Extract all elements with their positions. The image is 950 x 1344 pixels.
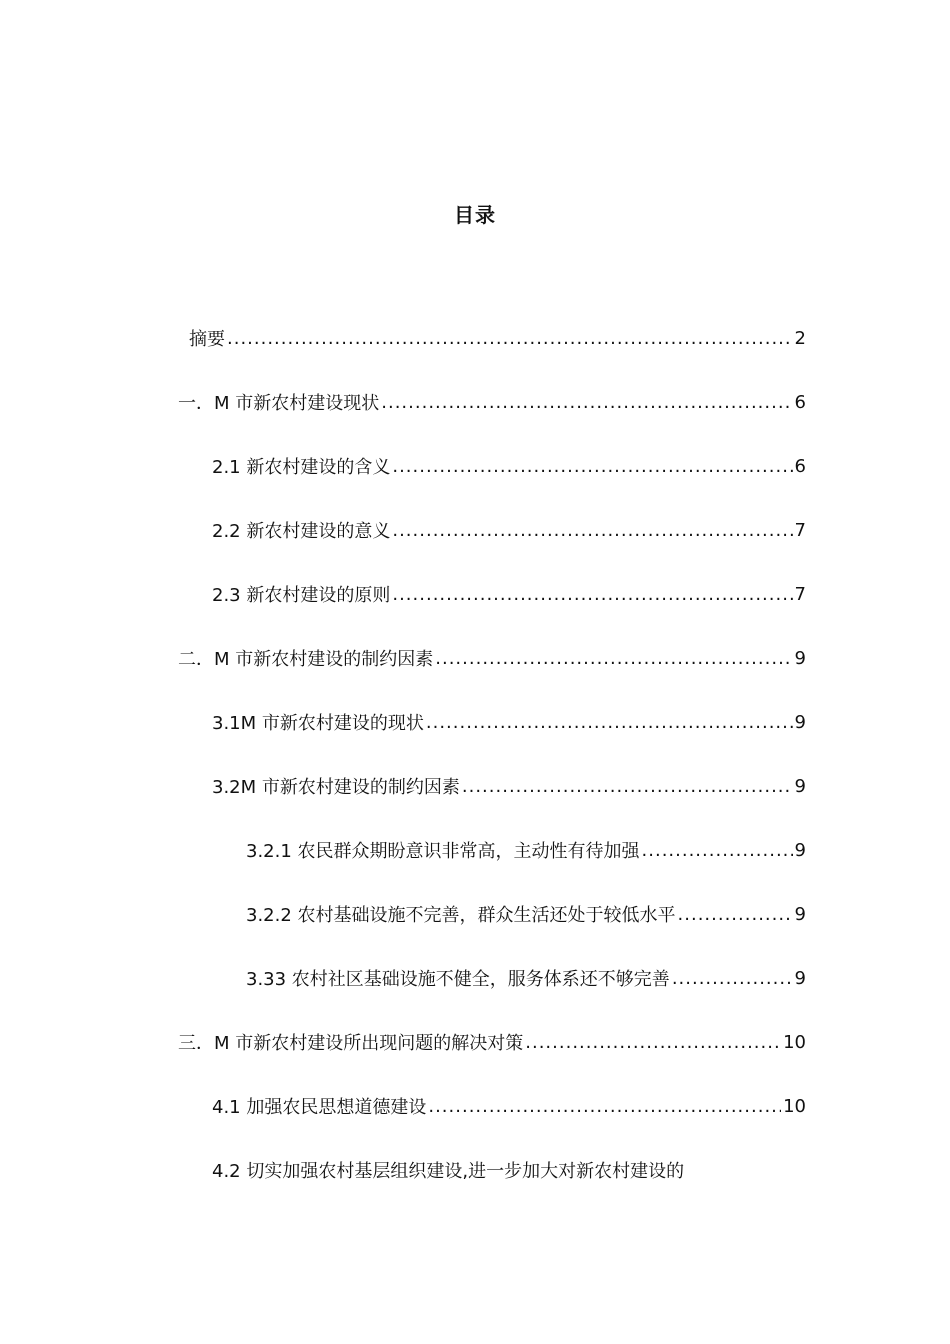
toc-entry-label: 摘要 [189, 329, 225, 350]
toc-entry[interactable] [212, 1086, 806, 1126]
toc-entry-label: 2.2 新农村建设的意义 [212, 521, 391, 542]
toc-title: 目录 [454, 203, 496, 227]
toc-entry[interactable] [212, 702, 806, 742]
toc-entry-label: 三．M 市新农村建设所出现问题的解决对策 [178, 1033, 524, 1054]
toc-entry-label: 3.2.1 农民群众期盼意识非常高，主动性有待加强 [246, 841, 640, 862]
toc-entry[interactable] [246, 958, 806, 998]
toc-entry-label: 二．M 市新农村建设的制约因素 [178, 649, 434, 670]
toc-page-number: 9 [794, 903, 806, 925]
toc-dot-leader [642, 840, 793, 861]
toc-entry[interactable] [212, 574, 806, 614]
toc-dot-leader [435, 648, 792, 669]
toc-dot-leader [392, 520, 792, 541]
toc-page-number: 6 [794, 455, 806, 477]
toc-page-number: 10 [783, 1095, 806, 1117]
toc-dot-leader [227, 328, 793, 349]
toc-dot-leader [672, 968, 793, 989]
toc-entry-label: 一．M 市新农村建设现状 [178, 393, 380, 414]
toc-page-number: 9 [794, 775, 806, 797]
toc-page-number: 6 [794, 391, 806, 413]
toc-entry-label: 2.1 新农村建设的含义 [212, 457, 391, 478]
toc-dot-leader [426, 712, 793, 733]
toc-page-number: 7 [794, 519, 806, 541]
toc-entry-label: 3.2.2 农村基础设施不完善，群众生活还处于较低水平 [246, 905, 676, 926]
toc-dot-leader [525, 1032, 781, 1053]
toc-entry-label: 3.2M 市新农村建设的制约因素 [212, 777, 460, 798]
toc-dot-leader [428, 1096, 781, 1117]
toc-entry[interactable] [246, 894, 806, 934]
toc-entry[interactable] [212, 1150, 806, 1190]
toc-entry[interactable] [178, 638, 806, 678]
toc-page-number: 2 [794, 327, 806, 349]
toc-entry[interactable] [212, 766, 806, 806]
toc-entry[interactable] [212, 510, 806, 550]
toc-entry[interactable] [178, 382, 806, 422]
toc-entry[interactable] [178, 1022, 806, 1062]
toc-dot-leader [392, 584, 792, 605]
toc-page-number: 9 [794, 647, 806, 669]
toc-page-number: 9 [794, 839, 806, 861]
toc-dot-leader [678, 904, 793, 925]
toc-page-number: 7 [794, 583, 806, 605]
toc-dot-leader [381, 392, 792, 413]
toc-entry-label: 3.1M 市新农村建设的现状 [212, 713, 424, 734]
toc-entry[interactable] [246, 830, 806, 870]
toc-page-number: 9 [794, 711, 806, 733]
toc-entry-label: 2.3 新农村建设的原则 [212, 585, 391, 606]
toc-dot-leader [392, 456, 792, 477]
toc-entry-label: 4.2 切实加强农村基层组织建设,进一步加大对新农村建设的 [212, 1161, 685, 1182]
toc-entry[interactable] [212, 446, 806, 486]
toc-entry-label: 4.1 加强农民思想道德建设 [212, 1097, 427, 1118]
toc-dot-leader [462, 776, 793, 797]
toc-entry[interactable] [189, 318, 806, 358]
toc-entry-label: 3.33 农村社区基础设施不健全，服务体系还不够完善 [246, 969, 670, 990]
toc-page-number: 10 [783, 1031, 806, 1053]
toc-page-number: 9 [794, 967, 806, 989]
